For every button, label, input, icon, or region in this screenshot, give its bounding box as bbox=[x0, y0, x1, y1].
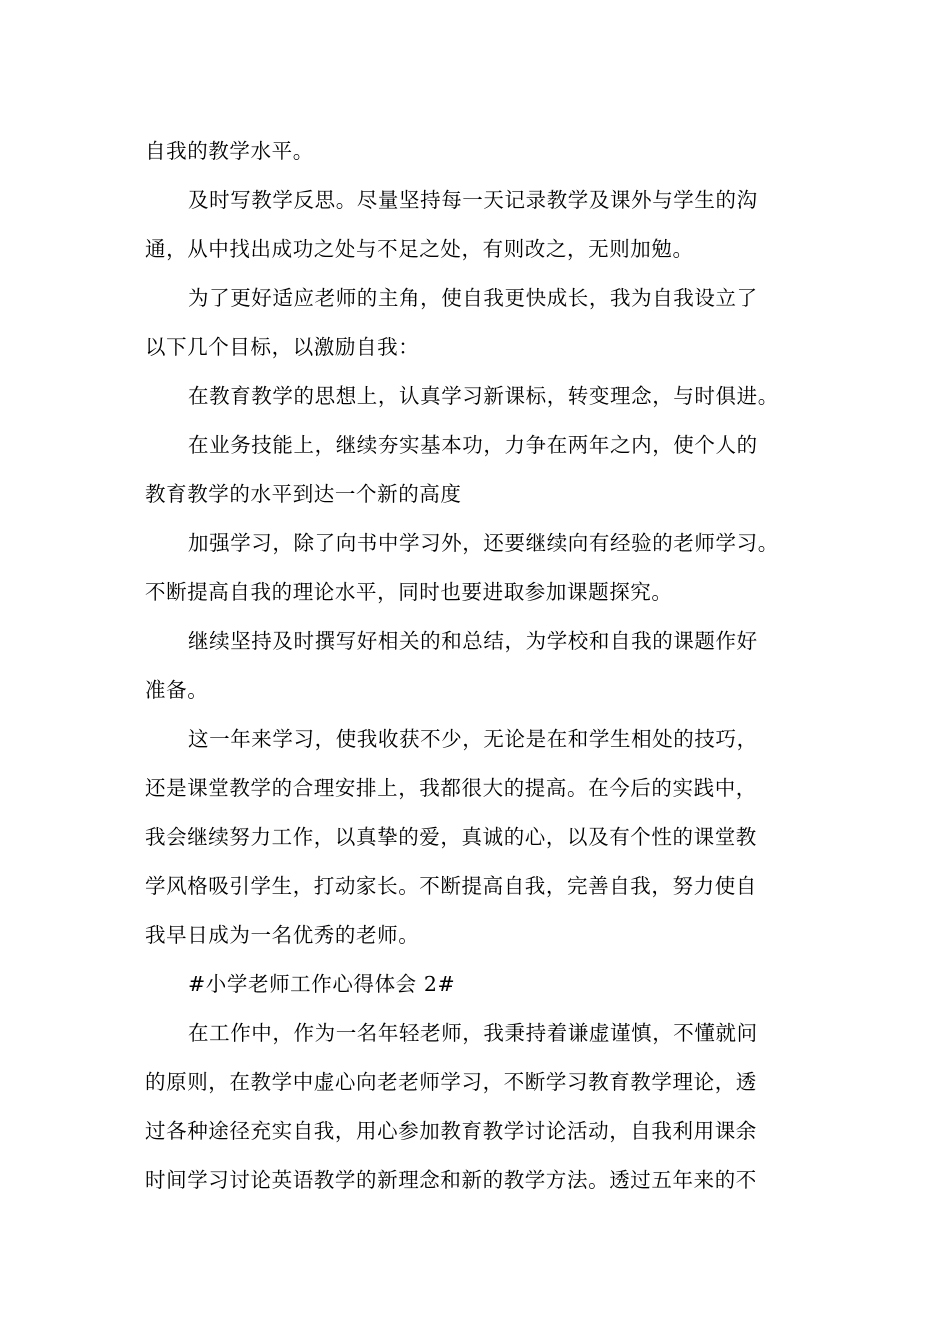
text-line: 通，从中找出成功之处与不足之处，有则改之，无则加勉。 bbox=[145, 237, 694, 261]
text-line: 我会继续努力工作，以真挚的爱，真诚的心，以及有个性的课堂教 bbox=[145, 825, 757, 849]
text-line: 的原则，在教学中虚心向老老师学习，不断学习教育教学理论，透 bbox=[145, 1070, 757, 1094]
text-line: 及时写教学反思。尽量坚持每一天记录教学及课外与学生的沟 bbox=[188, 188, 758, 212]
text-line: 继续坚持及时撰写好相关的和总结，为学校和自我的课题作好 bbox=[188, 629, 758, 653]
text-line: 加强学习，除了向书中学习外，还要继续向有经验的老师学习。 bbox=[188, 531, 779, 555]
text-line: 时间学习讨论英语教学的新理念和新的教学方法。透过五年来的不 bbox=[145, 1168, 757, 1192]
text-line: 还是课堂教学的合理安排上，我都很大的提高。在今后的实践中， bbox=[145, 776, 757, 800]
text-line: 在工作中，作为一名年轻老师，我秉持着谦虚谨慎，不懂就问 bbox=[188, 1021, 758, 1045]
text-line: 自我的教学水平。 bbox=[145, 139, 314, 163]
text-line: 这一年来学习，使我收获不少，无论是在和学生相处的技巧， bbox=[188, 727, 758, 751]
text-line: 不断提高自我的理论水平，同时也要进取参加课题探究。 bbox=[145, 580, 673, 604]
text-line: 过各种途径充实自我，用心参加教育教学讨论活动，自我利用课余 bbox=[145, 1119, 757, 1143]
text-line: 在教育教学的思想上，认真学习新课标，转变理念，与时俱进。 bbox=[188, 384, 779, 408]
text-line: 学风格吸引学生，打动家长。不断提高自我，完善自我，努力使自 bbox=[145, 874, 757, 898]
text-line: 我早日成为一名优秀的老师。 bbox=[145, 923, 420, 947]
section-heading: #小学老师工作心得体会 2# bbox=[188, 972, 456, 996]
text-line: 为了更好适应老师的主角，使自我更快成长，我为自我设立了 bbox=[188, 286, 758, 310]
text-line: 在业务技能上，继续夯实基本功，力争在两年之内，使个人的 bbox=[188, 433, 758, 457]
text-line: 准备。 bbox=[145, 678, 209, 702]
text-line: 以下几个目标，以激励自我： bbox=[145, 335, 420, 359]
text-line: 教育教学的水平到达一个新的高度 bbox=[145, 482, 462, 506]
